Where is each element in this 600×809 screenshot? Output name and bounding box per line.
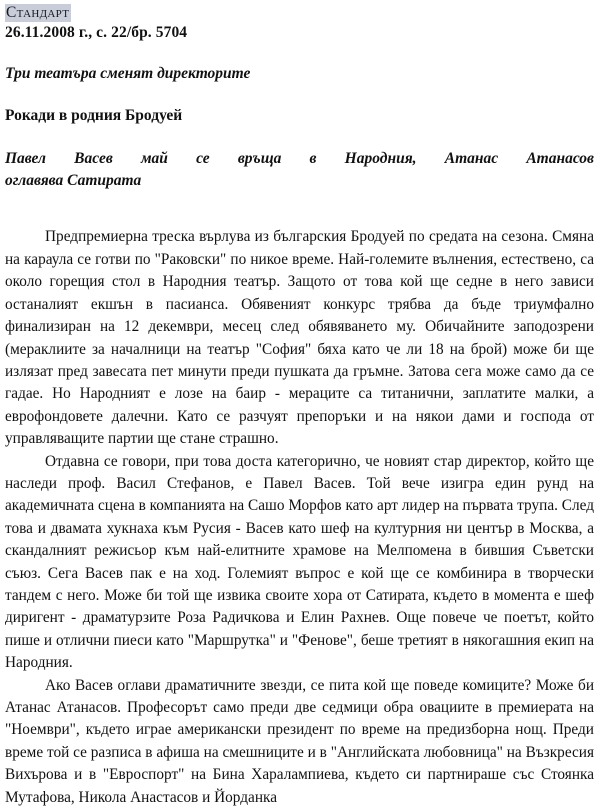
headline-deck-line-1: Павел Васев май се връща в Народния, Атанас Атанасов <box>5 150 594 168</box>
headline-kicker: Три театъра сменят директорите <box>5 65 251 83</box>
article-paragraph: Ако Васев оглави драматичните звезди, се пита кой ще поведе комиците? Може би Атанас Атанасов. Професорът само преди две седмици обра овациите в премиерата на "Ноември", където играе американски президент по време на предизборна нощ. Преди време той се разписа в афиша на смешниците и в "Английската любовница" на Възкресия Вихърова и в "Евроспорт" на Бина Харалампиева, където си партнираше със Стоянка Мутафова, Никола Анастасов и Йорданка <box>5 676 594 806</box>
article-paragraph: Предпремиерна треска върлува из българския Бродуей по средата на сезона. Смяна на караула се готви по "Раковски" по никое време. Най-големите вълнения, естествено, са около горещия стол в Народния театър. Защото от това кой ще седне в него зависи останалият екшън в пасианса. Обявеният конкурс трябва да бъде триумфално финализиран на 12 декември, месец след обявяването му. Обичайните заподозрени (мераклиите за началници на театър "София" бяха като че ли 18 на брой) може би ще излязат пред завесата пет минути преди пушката да гръмне. Затова сега може само да се гадае. Но Народният е лозе на баир - мерaците са титанични, заплатите малки, а еврофондовете далечни. Като се разчуят препоръки и на някои дами и господа от управляващите партии ще стане страшно. <box>5 228 594 448</box>
publication-masthead: Стандарт <box>6 4 70 21</box>
masthead-row <box>5 4 594 22</box>
article-body <box>5 226 594 809</box>
headline-deck-line-2: оглавява Сатирата <box>5 172 142 190</box>
headline-subhead: Рокади в родния Бродуей <box>5 107 183 125</box>
headline-deck <box>5 148 594 192</box>
article-paragraph: Отдавна се говори, при това доста категорично, че новият стар директор, който ще наследи проф. Васил Стефанов, е Павел Васев. Той вече изигра един рунд на академичната сцена в компанията на Сашо Морфов като арт лидер на първата трупа. След това и двамата хукнаха към Русия - Васев като шеф на културния ни център в Москва, а скандалният режисьор към най-елитните храмове на Мелпомена в бившия Съветски съюз. Сега Васев пак е на ход. Големият въпрос е кой ще се комбинира в творчески тандем с него. Може би той ще извика своите хора от Сатирата, където в момента е шеф диригент - драматурзите Роза Радичкова и Елин Рахнев. Още повече че поетът, който пише и отлични пиеси като "Маршрутка" и "Фенове", беше третият в някогашния екип на Народния. <box>5 452 594 672</box>
issue-date-line: 26.11.2008 г., с. 22/бр. 5704 <box>5 23 188 41</box>
